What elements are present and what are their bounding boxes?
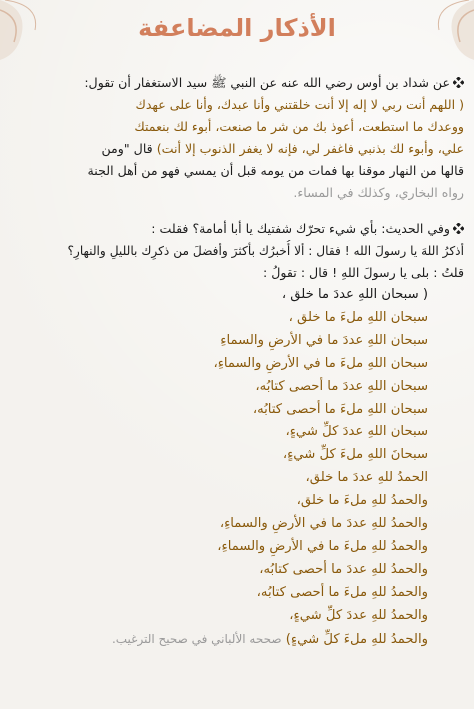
hadith-paragraph-2 (8, 218, 464, 284)
four-diamond-star-icon (453, 77, 464, 88)
hadith-2-source: صححه الألباني في صحيح الترغيب. (111, 631, 282, 646)
final-line (8, 628, 464, 651)
dhikr-list (8, 284, 464, 628)
hadith-1-tail: قال "ومن (101, 141, 153, 156)
dhikr-line: الحمدُ للهِ عددَ ما خلق، (305, 470, 428, 486)
supplication-line: علي، وأبوء لك بذنبي فاغفر لي، فإنه لا يغفر الذنوب إلا أنت) (156, 141, 464, 156)
hadith-1-intro: عن شداد بن أوس رضي الله عنه عن النبي ﷺ سيد الاستغفار أن تقول: (84, 75, 450, 90)
dhikr-line: والحمدُ للهِ عددَ ما أحصى كتابُه، (259, 561, 428, 577)
dhikr-line: سبحان اللهِ ملءَ ما أحصى كتابُه، (252, 401, 428, 417)
hadith-2-intro: أذكرُ اللهَ يا رسولَ الله ! فقال : ألا أُخبرُك بأكثرَ وأفضلَ من ذكرِك بالليلِ والنهارِ؟ (67, 244, 464, 258)
hadith-2-intro: وفي الحديث: بأي شيء تحرّك شفتيك يا أبا أمامة؟ فقلت : (151, 221, 450, 236)
dhikr-line: والحمدُ للهِ عددَ ما في الأرضِ والسماءِ، (219, 516, 428, 532)
hadith-1-tail: قالها من النهار موقنا بها فمات من يومه قبل أن يمسي فهو من أهل الجنة (87, 163, 464, 178)
supplication-line: ووعدك ما استطعت، أعوذ بك من شر ما صنعت، أبوء لك بنعمتك (134, 119, 464, 134)
dhikr-line: سبحان اللهِ ملءَ ما في الأرضِ والسماءِ، (213, 355, 428, 371)
dhikr-line: سبحان اللهِ عددَ ما أحصى كتابُه، (255, 378, 428, 394)
hadith-paragraph-1 (8, 72, 464, 204)
dhikr-line: والحمدُ للهِ عددَ كلِّ شيءٍ، (289, 607, 428, 623)
dhikr-line: سبحان اللهِ ملءَ ما خلق ، (288, 309, 428, 325)
dhikr-line: سبحانَ اللهِ ملءَ كلِّ شيءٍ، (282, 447, 428, 463)
dhikr-line: والحمدُ للهِ ملءَ ما في الأرضِ والسماءِ، (217, 538, 428, 554)
supplication-line: ( اللهم أنت ربي لا إله إلا أنت خلقتني وأنا عبدك، وأنا على عهدك (135, 97, 464, 112)
dhikr-line: والحمدُ للهِ ملءَ ما أحصى كتابُه، (256, 584, 428, 600)
dhikr-line: سبحان اللهِ عددَ كلِّ شيءٍ، (285, 424, 428, 440)
dhikr-line: والحمدُ للهِ ملءَ كلِّ شيءٍ) (285, 631, 428, 647)
document-body (8, 72, 464, 651)
dhikr-line: سبحان اللهِ عددَ ما في الأرضِ والسماءِ (220, 332, 428, 348)
four-diamond-star-icon (453, 223, 464, 234)
hadith-2-intro: قلتُ : بلى يا رسولَ اللهِ ! قال : تقولُ : (263, 265, 464, 280)
page-title: الأذكار المضاعفة (138, 14, 336, 42)
hadith-1-source: رواه البخاري، وكذلك في المساء. (293, 185, 464, 200)
dhikr-line: ( سبحان اللهِ عددَ ما خلق ، (281, 287, 428, 302)
dhikr-line: والحمدُ للهِ ملءَ ما خلق، (296, 493, 428, 509)
